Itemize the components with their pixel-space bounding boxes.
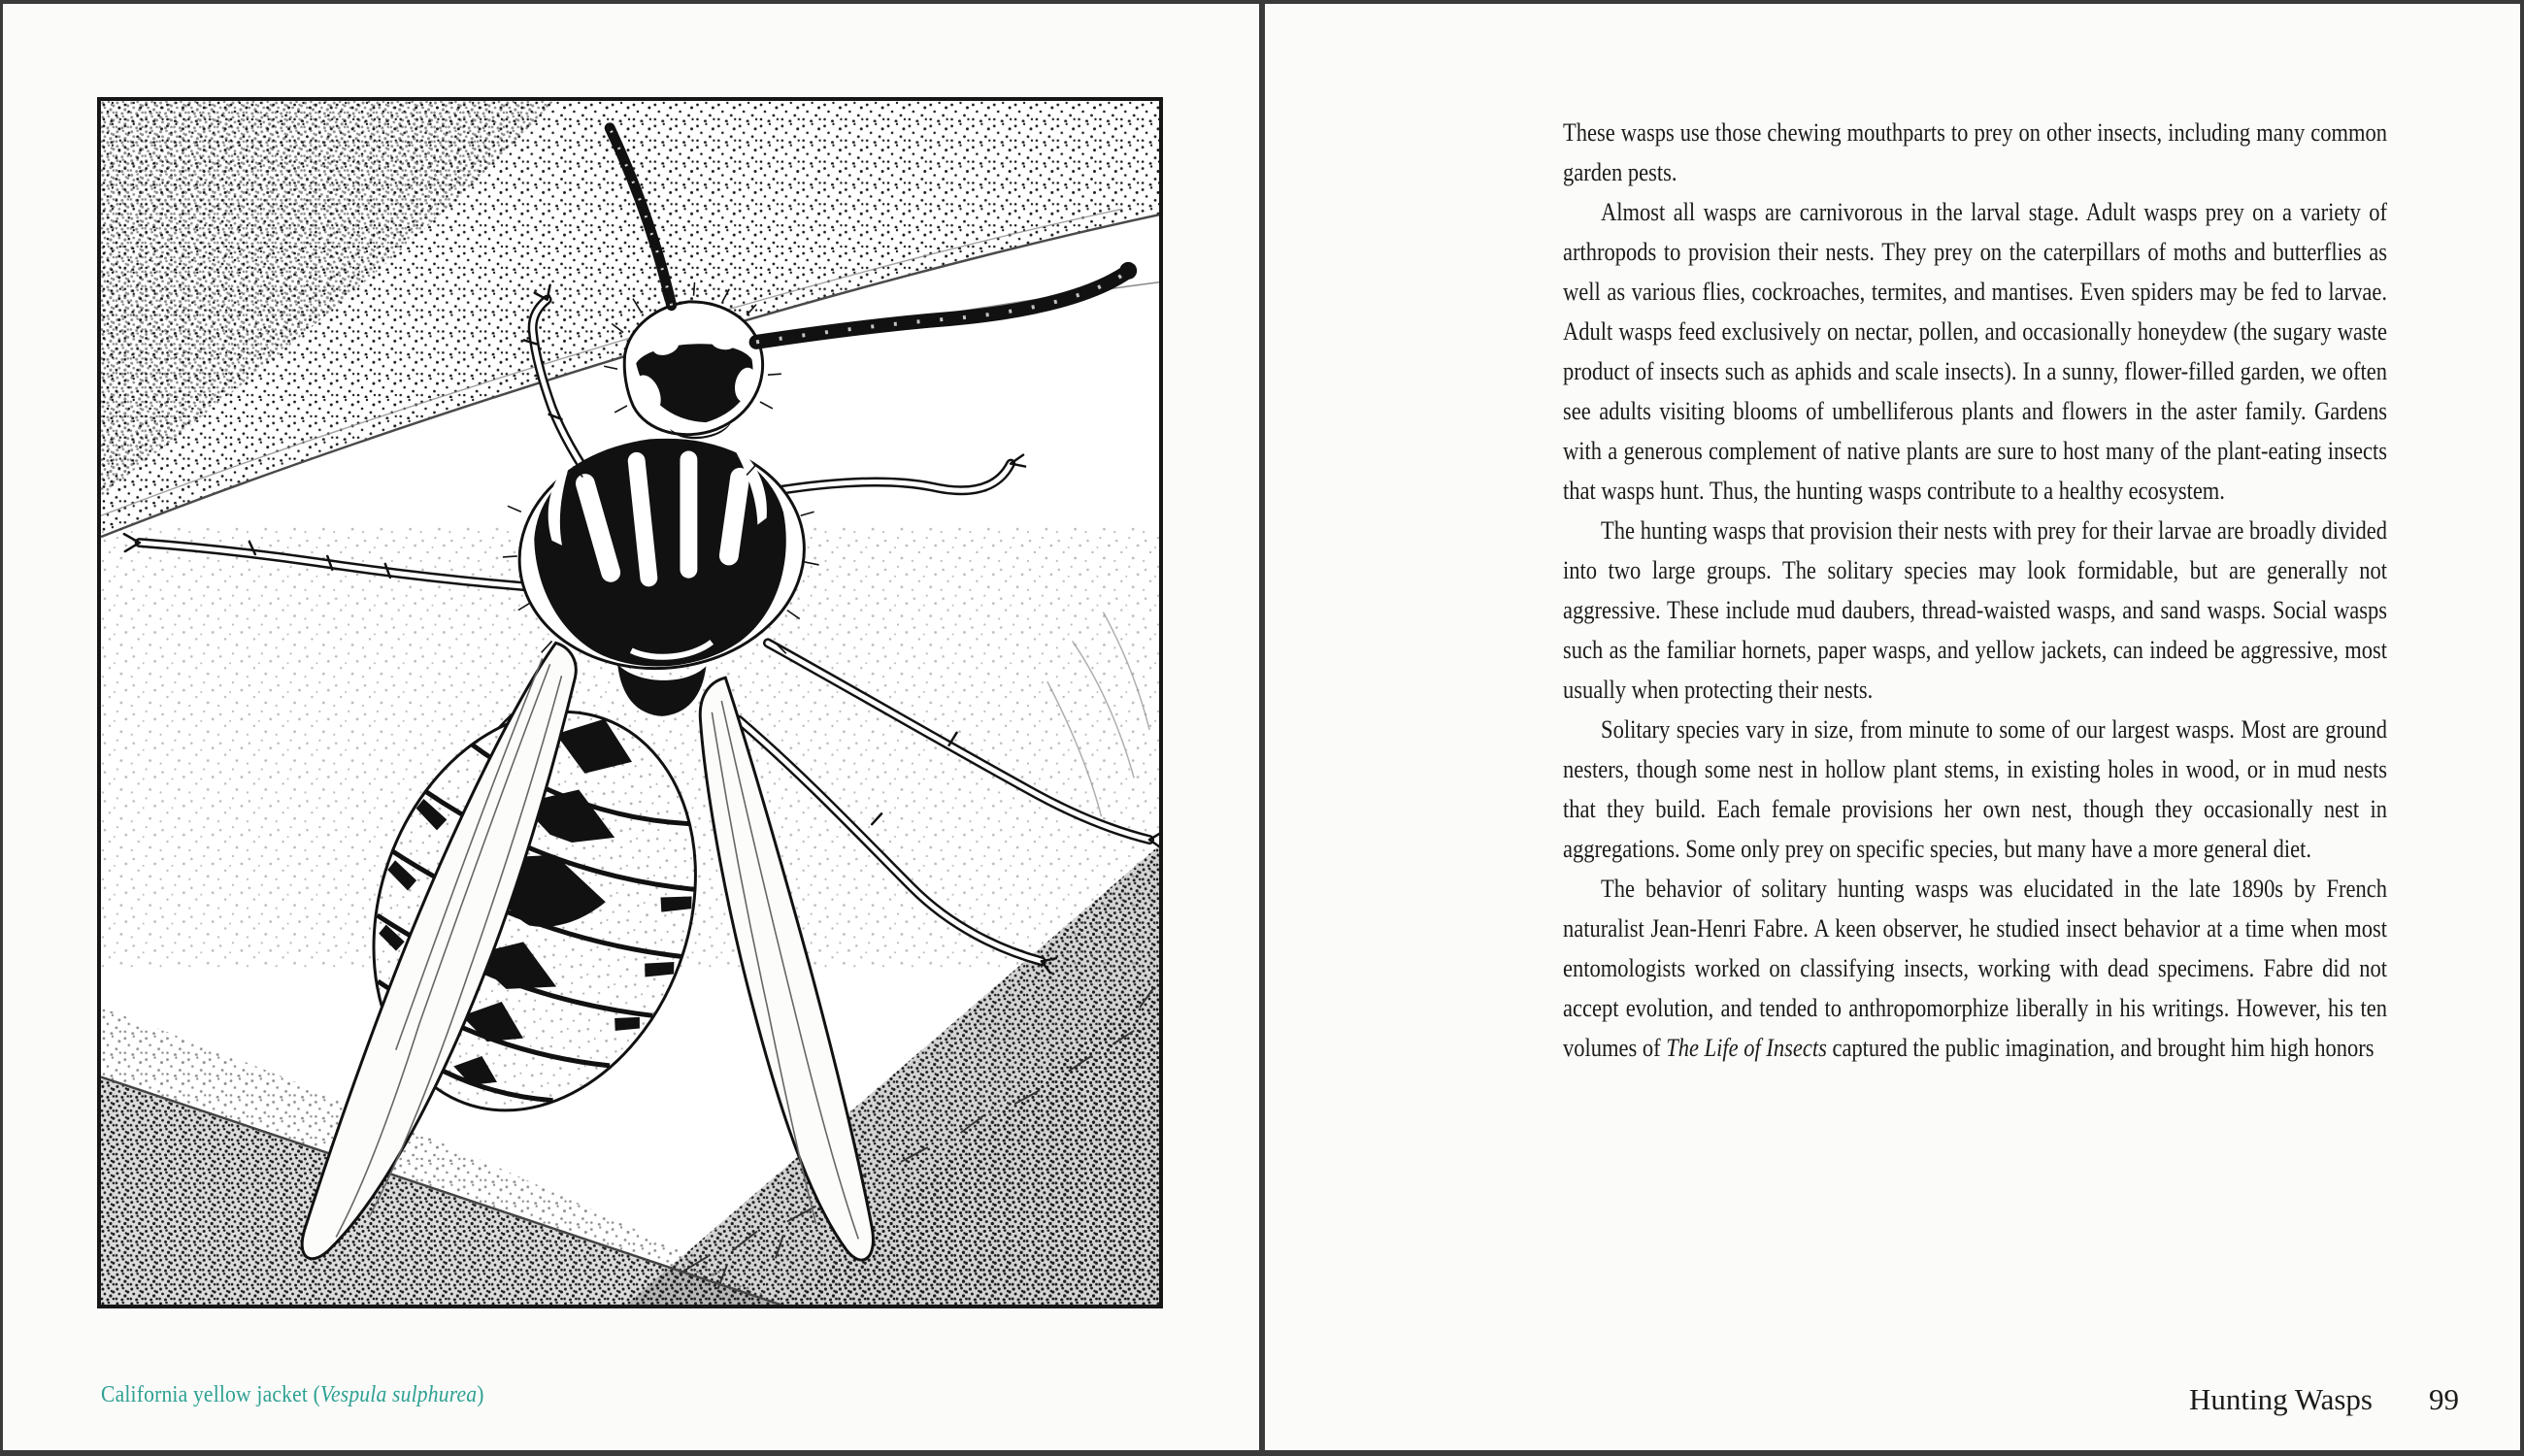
text-run: The behavior of solitary hunting wasps was elucidated in the late 1890s by French naturalist Jean-Henri Fabre. A keen observer, he studied insect behavior at a time when most entomologists worked on classifying insects, working with dead specimens. Fabre did not accept evolution, and tended to anthropomorphize liberally in his writings. However, his ten volumes of — [1563, 874, 2387, 1062]
text-run: Solitary species vary in size, from minute to some of our largest wasps. Most are ground nesters, though some nest in hollow plant stems, in existing holes in wood, or in mud nests that they build. Each female provisions her own nest, though they occasionally nest in aggregations. Some only prey on specific species, but many have a more general diet. — [1563, 714, 2387, 863]
running-footer — [1563, 1382, 2459, 1417]
spread-edge-right — [2520, 0, 2524, 1456]
illustration-caption — [101, 1380, 484, 1409]
text-run: The hunting wasps that provision their nests with prey for their larvae are broadly divided into two large groups. The solitary species may look formidable, but are generally not aggressive. These include mud daubers, thread-waisted wasps, and sand wasps. Social wasps such as the familiar hornets, paper wasps, and yellow jackets, can indeed be aggressive, most usually when protecting their nests. — [1563, 515, 2387, 704]
left-page — [3, 4, 1259, 1450]
footer-page-number: 99 — [2429, 1382, 2459, 1416]
footer-chapter-title: Hunting Wasps — [2189, 1382, 2373, 1416]
text-run: Vespula sulphurea — [319, 1382, 478, 1407]
paragraph — [1563, 710, 2387, 869]
text-run: The Life of Insects — [1666, 1033, 1827, 1062]
wasp-illustration — [101, 101, 1159, 1305]
illustration-frame — [97, 97, 1163, 1308]
text-run: California yellow jacket ( — [101, 1382, 320, 1407]
text-run: These wasps use those chewing mouthparts to prey on other insects, including many common garden pests. — [1563, 117, 2387, 186]
text-run: Almost all wasps are carnivorous in the larval stage. Adult wasps prey on a variety of arthropods to provision their nests. They prey on the caterpillars of moths and butterflies as well as various flies, cockroaches, termites, and mantises. Even spiders may be fed to larvae. Adult wasps feed exclusively on nectar, pollen, and occasionally honeydew (the sugary waste product of insects such as aphids and scale insects). In a sunny, flower-filled garden, we often see adults visiting blooms of umbelliferous plants and flowers in the aster family. Gardens with a generous complement of native plants are sure to host many of the plant-eating insects that wasps hunt. Thus, the hunting wasps contribute to a healthy ecosystem. — [1563, 197, 2387, 505]
paragraph — [1563, 869, 2387, 1068]
text-run: ) — [477, 1382, 484, 1407]
paragraph — [1563, 511, 2387, 710]
right-page — [1265, 4, 2520, 1450]
paragraph — [1563, 113, 2387, 192]
text-run: captured the public imagination, and brought him high honors — [1826, 1033, 2375, 1062]
paragraph — [1563, 192, 2387, 511]
body-text — [1563, 113, 2387, 1068]
